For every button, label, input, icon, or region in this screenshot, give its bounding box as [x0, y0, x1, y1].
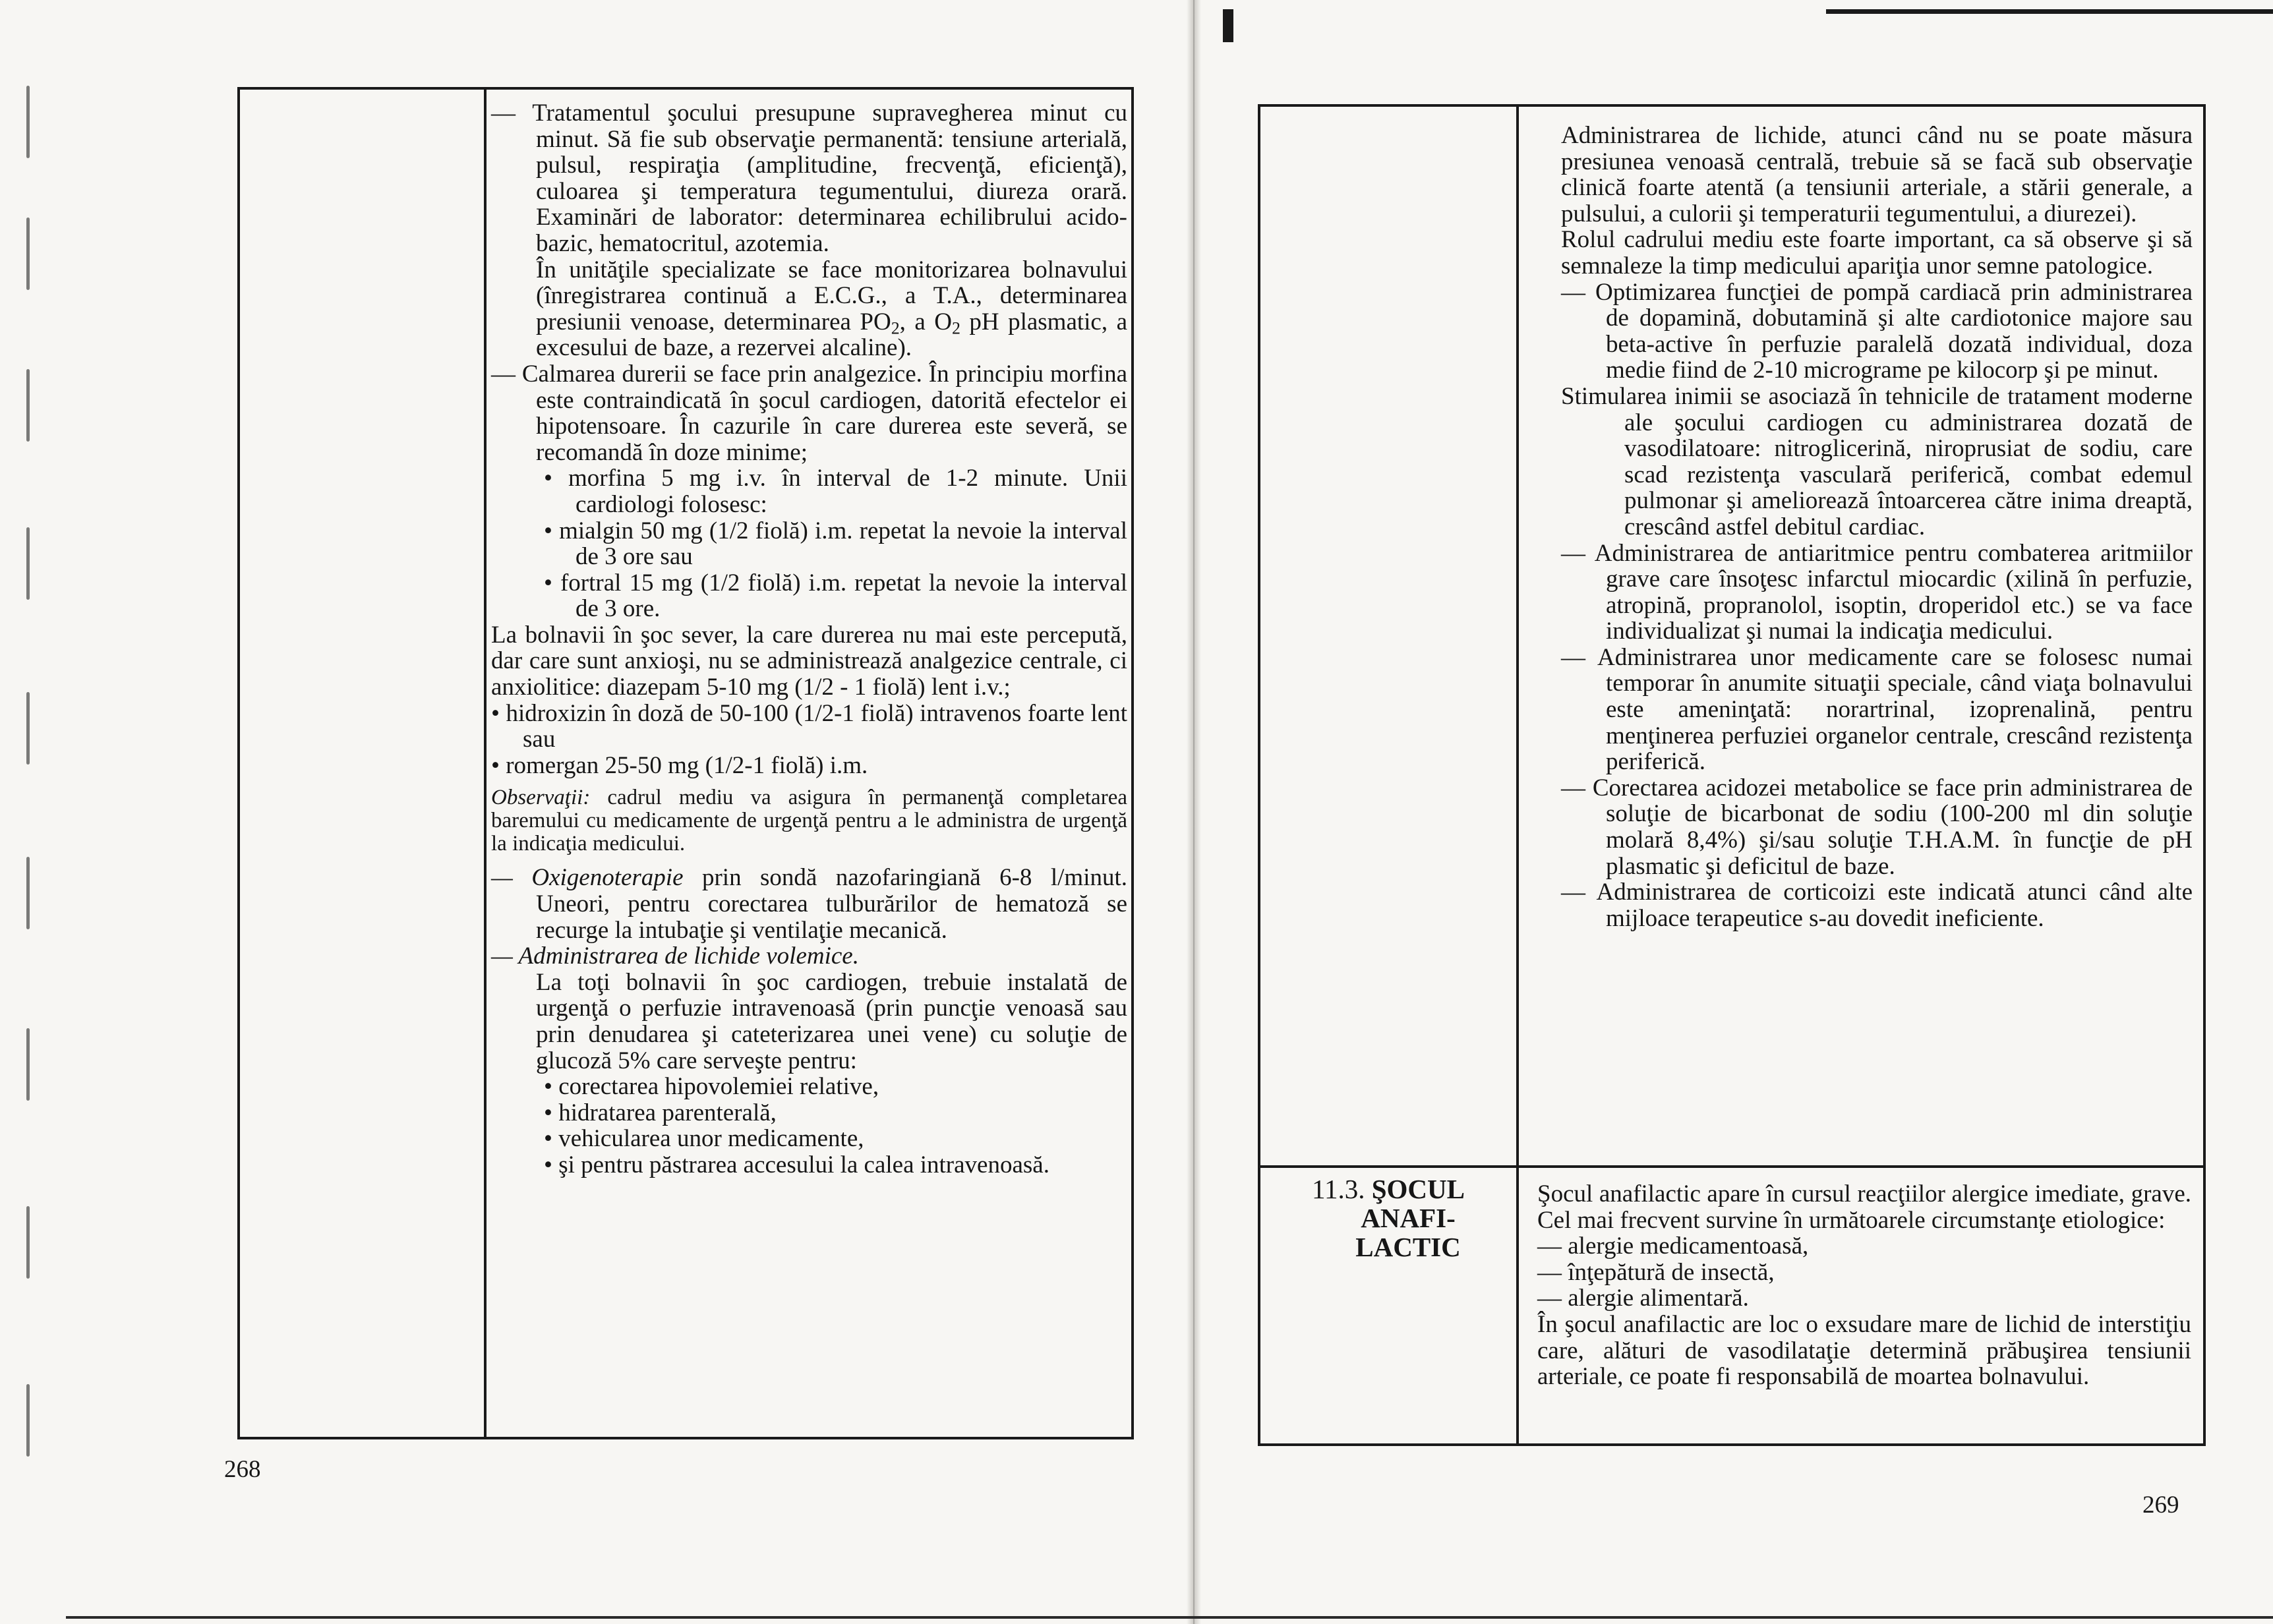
binding-hole	[26, 369, 30, 442]
left-note-label: Observaţii:	[491, 786, 591, 810]
right-item-food-allergy: — alergie alimentară.	[1537, 1285, 1749, 1312]
left-bullet-romergan: • romergan 25-50 mg (1/2-1 fiolă) i.m.	[491, 751, 868, 779]
right-page-upper-body	[1561, 123, 2193, 931]
right-para-vasodilators: Stimularea inimii se asociază în tehnicile de tratament moderne ale şocului cardiogen cu administrarea dozată de vasodilatoare: nitroglicerină, niroprusiat de sodiu, care scad rezistenţa vasculară periferică, combat edemul pulmonar şi ameliorează întoarcerea către inima dreaptă, crescând astfel debitul cardiac.	[1561, 382, 2193, 540]
left-para-oxygen	[491, 865, 1127, 943]
left-fluids-label: — Administrarea de lichide volemice.	[491, 942, 859, 970]
right-table-divider	[1516, 107, 1519, 1443]
left-bullet-hidratare: • hidratarea parenterală,	[544, 1099, 777, 1126]
section-title-3: LACTIC	[1355, 1232, 1461, 1262]
scan-edge-top	[1826, 9, 2273, 14]
binding-hole	[26, 857, 30, 929]
left-table-divider	[484, 90, 487, 1437]
right-para-fluids-control: Administrarea de lichide, atunci când nu se poate măsura presiunea venoasă centrală, trebuie să se facă sub observaţie clinică foarte atentă (a tensiunii arteriale, a stării generale, a pulsului, a culorii şi temperaturii tegumentului, a diurezei).	[1561, 122, 2193, 227]
left-bullet-mialgin: • mialgin 50 mg (1/2 fiolă) i.m. repetat la nevoie la interval de 3 ore sau	[544, 517, 1127, 571]
left-bullet-hidroxizin: • hidroxizin în doză de 50-100 (1/2-1 fiolă) intravenos foarte lent sau	[491, 699, 1127, 753]
right-para-anaphylaxis-intro: Şocul anafilactic apare în cursul reacţiilor alergice imediate, grave. Cel mai frecvent survine în următoarele circumstanţe etiologice:	[1537, 1180, 2191, 1234]
binding-hole	[26, 692, 30, 765]
right-para-corticoids: — Administrarea de corticoizi este indicată atunci când alte mijloace terapeutice s-au dovedit ineficiente.	[1561, 879, 2193, 932]
left-bullet-morfina: • morfina 5 mg i.v. în interval de 1-2 minute. Unii cardiologi folosesc:	[544, 465, 1127, 518]
right-para-anaphylaxis-mechanism: În şocul anafilactic are loc o exsudare mare de lichid de interstiţiu care, alături de vasodilataţie determină prăbuşirea tensiunii arteriale, ce poate fi responsabilă de moartea bolnavului.	[1537, 1310, 2191, 1391]
left-para-treatment: — Tratamentul şocului presupune supravegherea minut cu minut. Să fie sub observaţie permanentă: tensiune arterială, pulsul, respiraţia (amplitudine, frecvenţă, eficienţă), culoarea şi temperatura tegumentului, diureza orară. Examinări de laborator: determinarea echilibrului acido-bazic, hematocritul, azotemia.	[491, 100, 1127, 257]
right-para-nurse-role: Rolul cadrului mediu este foarte important, ca să observe şi să semnaleze la timp medicului apariţia unor semne patologice.	[1561, 226, 2193, 279]
left-para-pain: — Calmarea durerii se face prin analgezice. În principiu morfina este contraindicată în şocul cardiogen, datorită efectelor ei hipotensoare. În cazurile în care durerea este severă, se recomandă în doze minime;	[491, 360, 1127, 466]
right-item-insect-sting: — înţepătură de insectă,	[1537, 1258, 1775, 1286]
gutter-mark	[1223, 9, 1233, 42]
right-page-number: 269	[2142, 1492, 2179, 1519]
book-gutter	[1187, 0, 1201, 1624]
left-bullet-vehiculare: • vehicularea unor medicamente,	[544, 1125, 864, 1153]
right-page-lower-body	[1537, 1181, 2191, 1390]
section-heading-line1	[1263, 1174, 1514, 1204]
left-page-number: 268	[224, 1456, 261, 1483]
right-para-pump: — Optimizarea funcţiei de pompă cardiacă prin administrarea de dopamină, dobutamină şi alte cardiotonice majore sau beta-active în perfuzie paralelă dozată individual, doza medie fiind de 2-10 micrograme pe kilocorp şi pe minut.	[1561, 278, 2193, 384]
binding-hole	[26, 1384, 30, 1457]
left-oxygen-text: prin sondă nazofaringiană 6-8 l/minut. Uneori, pentru corectarea tulburărilor de hematoză se recurge la intubaţie şi ventilaţie mecanică.	[536, 864, 1128, 944]
left-page-body	[491, 100, 1127, 1178]
section-title-1: ŞOCUL	[1371, 1174, 1465, 1204]
left-para-severe-shock: La bolnavii în şoc sever, la care durerea nu mai este percepută, dar care sunt anxioşi, nu se administrează analgezice centrale, ci anxiolitice: diazepam 5-10 mg (1/2 - 1 fiolă) lent i.v.;	[491, 621, 1127, 701]
left-note-text: cadrul mediu va asigura în permanenţă completarea baremului cu medicamente de urgenţă pentru a le administra de urgenţă la indicaţia medicului.	[491, 786, 1127, 856]
section-number: 11.3.	[1312, 1174, 1365, 1204]
right-para-acidosis: — Corectarea acidozei metabolice se face prin administrarea de soluţie de bicarbonat de sodiu (100-200 ml din soluţie molară 8,4%) şi/sau soluţie T.H.A.M. în funcţie de pH plasmatic şi deficitul de baze.	[1561, 774, 2193, 880]
left-note	[491, 786, 1127, 856]
right-para-antiarrhythmics: — Administrarea de antiaritmice pentru combaterea aritmiilor grave care însoţesc infarctul miocardic (xilină în perfuzie, atropină, propranolol, isoptin, droperidol etc.) se va face individualizat şi numai la indicaţia medicului.	[1561, 539, 2193, 645]
scan-edge-bottom	[66, 1616, 2273, 1619]
binding-hole	[26, 527, 30, 600]
left-para-fluids: La toţi bolnavii în şoc cardiogen, trebuie instalată de urgenţă o perfuzie intravenoasă (prin puncţie venoasă sau prin denudarea şi cateterizarea unei vene) cu soluţie de glucoză 5% care serveşte pentru:	[536, 968, 1127, 1074]
left-oxygen-label: — Oxigenoterapie	[491, 864, 684, 892]
left-bullet-acces: • şi pentru păstrarea accesului la calea intravenoasă.	[544, 1151, 1049, 1178]
binding-hole	[26, 218, 30, 290]
right-item-drug-allergy: — alergie medicamentoasă,	[1537, 1232, 1809, 1260]
binding-hole	[26, 1028, 30, 1101]
binding-hole	[26, 86, 30, 158]
section-title-2: ANAFI-	[1361, 1203, 1456, 1233]
left-bullet-hipovolemie: • corectarea hipovolemiei relative,	[544, 1073, 879, 1101]
right-para-temporary-drugs: — Administrarea unor medicamente care se folosesc numai temporar în anumite situaţii speciale, când viaţa bolnavului este ameninţată: norartrinal, izoprenalină, pentru menţinerea perfuziei organelor centrale, crescând rezistenţa periferică.	[1561, 643, 2193, 776]
section-heading-anaphylactic-shock	[1263, 1174, 1514, 1262]
right-table-row-divider	[1260, 1165, 2203, 1168]
left-para-fluids-heading	[491, 943, 1127, 970]
binding-hole	[26, 1206, 30, 1279]
left-bullet-fortral: • fortral 15 mg (1/2 fiolă) i.m. repetat la nevoie la interval de 3 ore.	[544, 569, 1127, 623]
left-para-monitoring: În unităţile specializate se face monitorizarea bolnavului (înregistrarea continuă a E.C.G., a T.A., determinarea presiunii venoase, determinarea $PO_2$, a $O_2$ pH plasmatic, a excesului de baze, a rezervei alcaline).	[536, 256, 1127, 362]
